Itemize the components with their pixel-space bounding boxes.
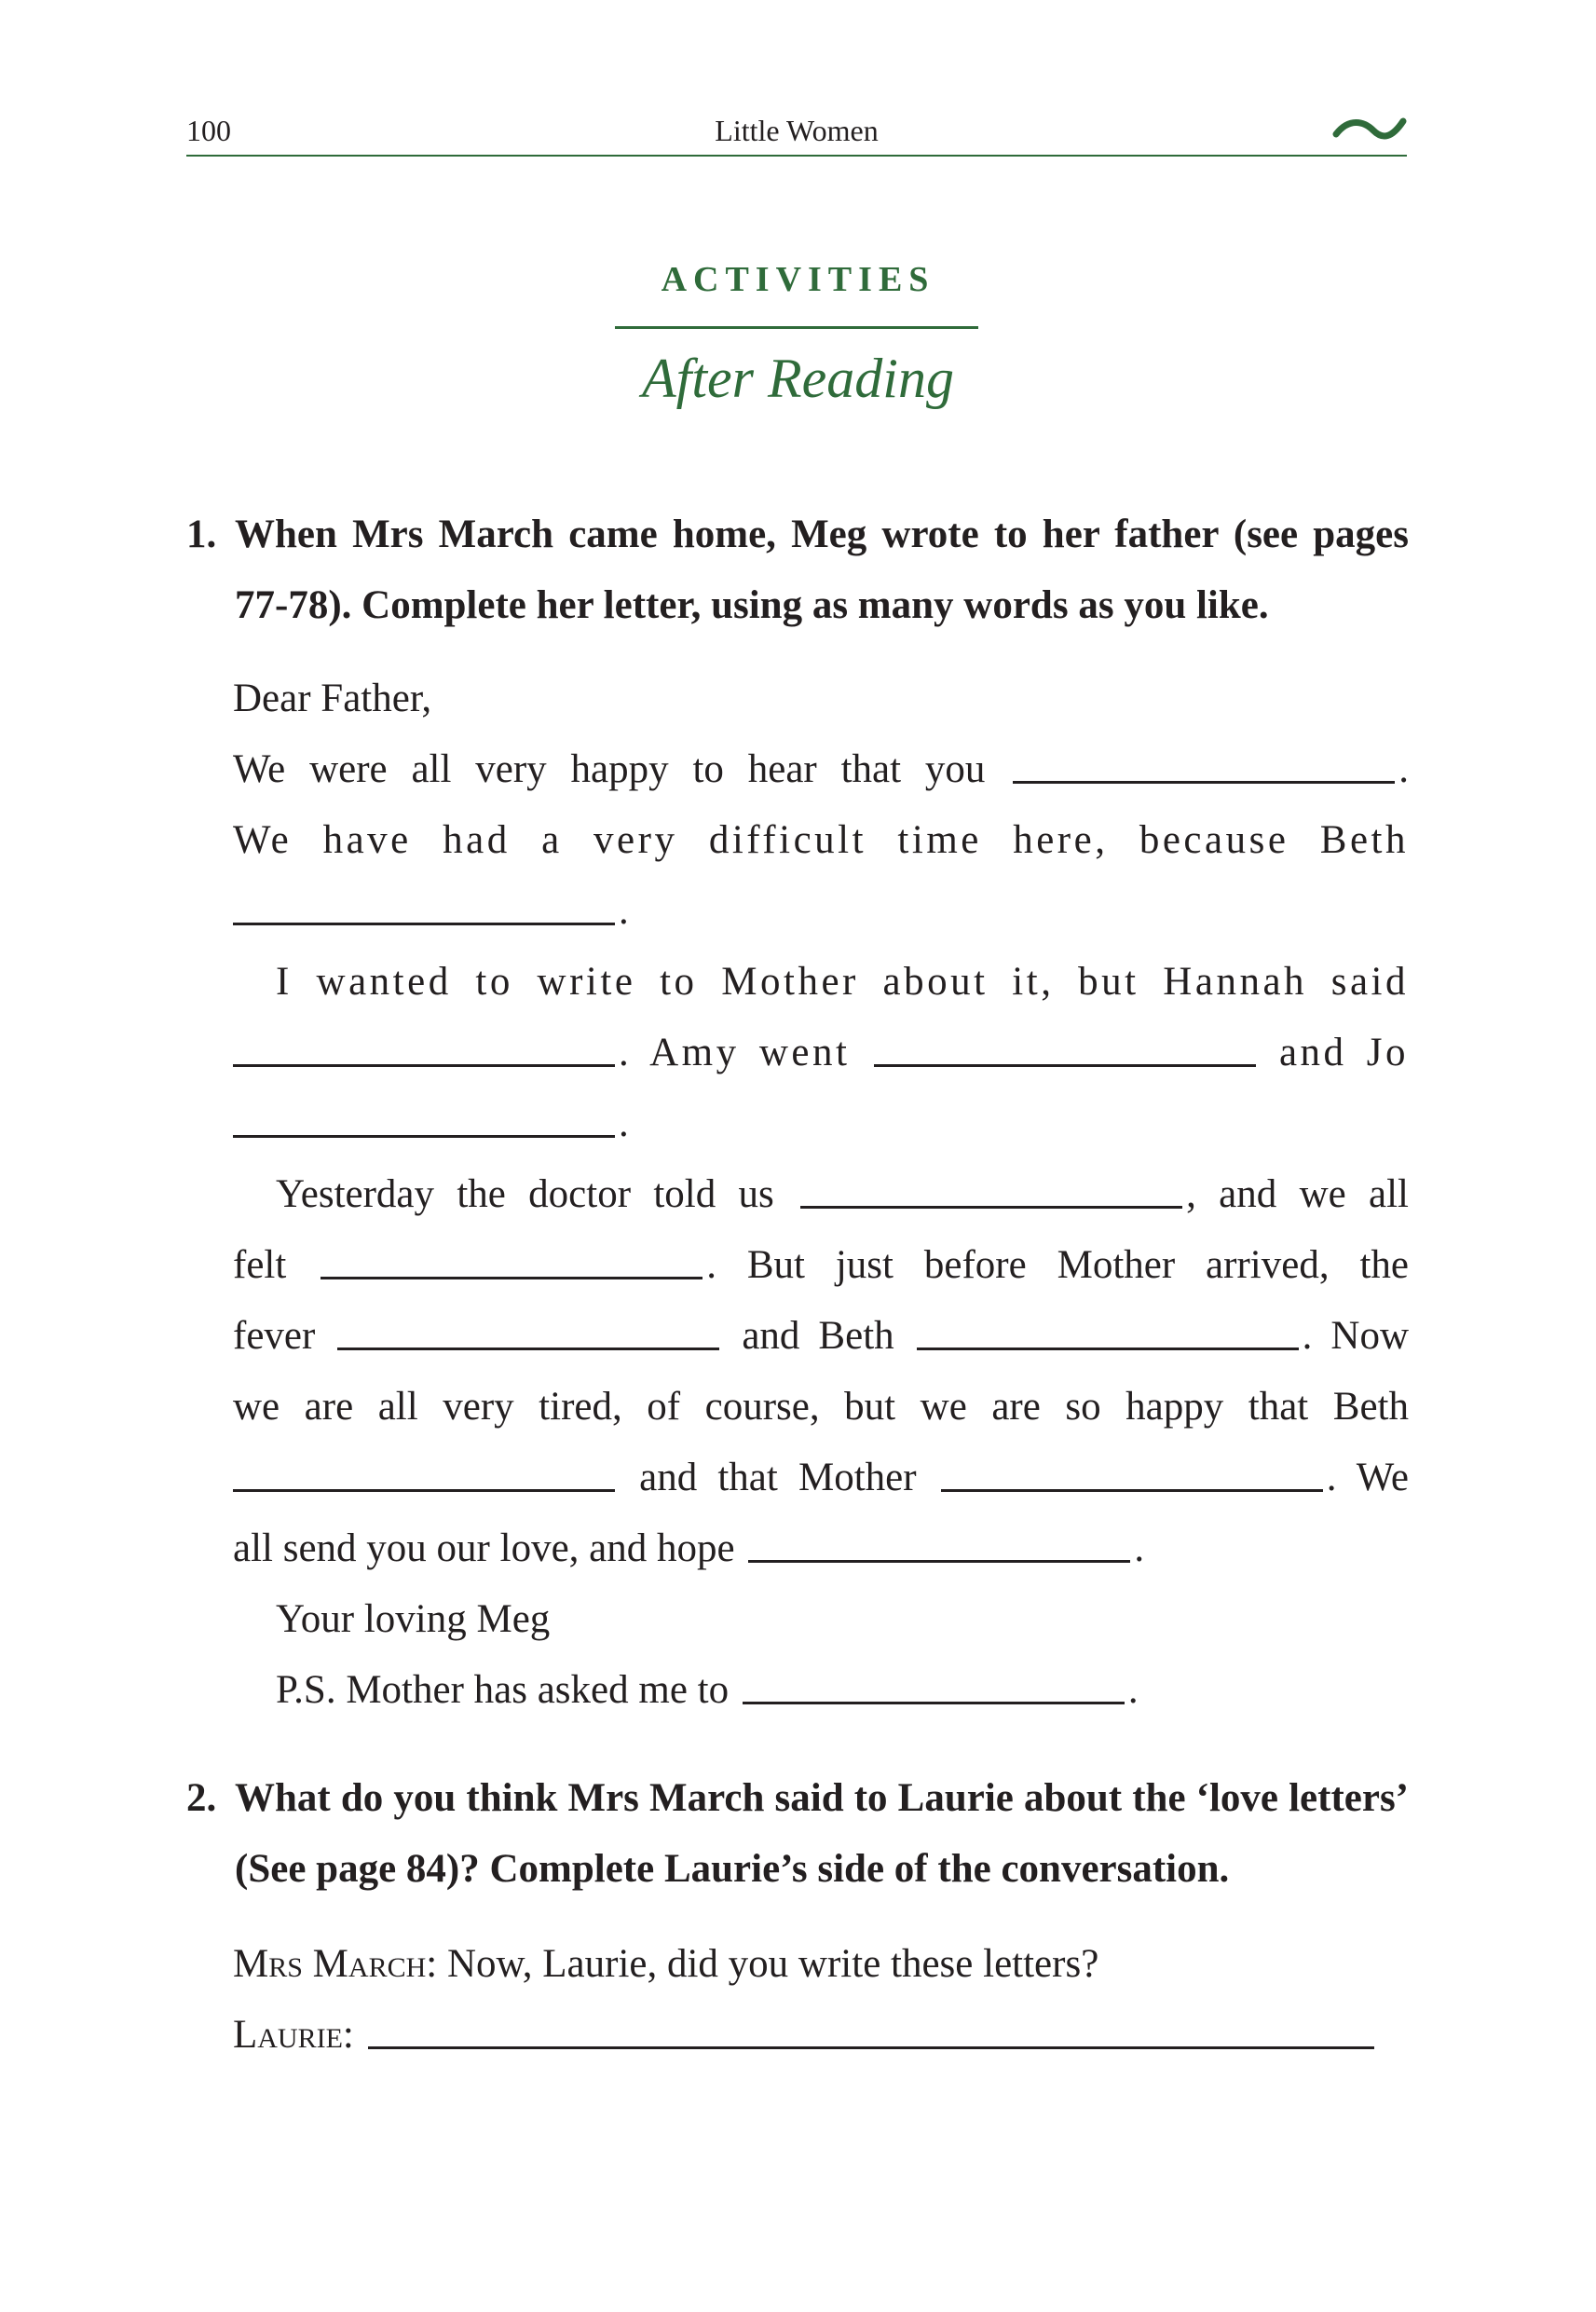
- letter-text: and Jo: [1278, 1031, 1410, 1074]
- question-text: When Mrs March came home, Meg wrote to her father (see pages 77-78). Complete her letter, using as many words as you like.: [235, 513, 1409, 627]
- answer-blank[interactable]: [743, 1702, 1125, 1704]
- question-2: [186, 1763, 1409, 1905]
- letter-text: .: [619, 889, 629, 933]
- letter-closing: Your loving Meg: [276, 1597, 551, 1641]
- question-text: What do you think Mrs March said to Laurie about the ‘love letters’ (See page 84)? Complete Laurie’s side of the conversation.: [235, 1776, 1409, 1891]
- question-1: [186, 499, 1409, 641]
- letter-text: .: [1398, 747, 1409, 791]
- answer-blank[interactable]: [1013, 781, 1395, 784]
- letter-line: we are all very tired, of course, but we are so happy that Beth: [233, 1385, 1409, 1429]
- letter-text: , and we all: [1186, 1172, 1410, 1216]
- letter: [233, 664, 1409, 1726]
- letter-line: [233, 1230, 1409, 1301]
- question-number: 1.: [186, 513, 217, 556]
- answer-blank[interactable]: [917, 1348, 1299, 1350]
- answer-blank[interactable]: [337, 1348, 719, 1350]
- answer-blank[interactable]: [748, 1560, 1130, 1563]
- letter-text: . We: [1326, 1456, 1410, 1499]
- letter-text: and that Mother: [639, 1456, 917, 1499]
- letter-line: [233, 1159, 1409, 1230]
- letter-line: [233, 1301, 1409, 1372]
- letter-text: . But just before Mother arrived, the: [706, 1243, 1409, 1287]
- letter-line: I wanted to write to Mother about it, but Hannah said: [276, 960, 1409, 1004]
- letter-text: .: [1127, 1668, 1139, 1712]
- answer-blank[interactable]: [368, 2046, 1374, 2049]
- section-divider: [615, 326, 978, 329]
- letter-line: [233, 1513, 1409, 1584]
- speaker-name: Mrs March: [233, 1942, 427, 1986]
- letter-line: [233, 1443, 1409, 1513]
- answer-blank[interactable]: [233, 1064, 615, 1067]
- section-label: ACTIVITIES: [661, 260, 935, 299]
- answer-blank[interactable]: [233, 1135, 615, 1138]
- letter-text: . Amy went: [619, 1031, 851, 1074]
- answer-blank[interactable]: [800, 1206, 1182, 1209]
- dialogue-line-laurie: [233, 2000, 1409, 2071]
- speaker-name: Laurie: [233, 2013, 343, 2057]
- letter-greeting: Dear Father,: [233, 677, 432, 720]
- letter-ps: [233, 1655, 1409, 1726]
- page-header: [186, 110, 1407, 157]
- letter-line: We have had a very difficult time here, because Beth: [233, 818, 1409, 862]
- answer-blank[interactable]: [233, 1489, 615, 1492]
- question-number: 2.: [186, 1776, 217, 1820]
- letter-text: all send you our love, and hope: [233, 1526, 735, 1570]
- letter-text: .: [619, 1101, 629, 1145]
- letter-line: [233, 1088, 1409, 1159]
- section-subtitle: After Reading: [642, 348, 954, 409]
- page-number: 100: [186, 114, 231, 147]
- dialogue-text: :: [342, 2013, 354, 2057]
- letter-text: P.S. Mother has asked me to: [276, 1668, 730, 1712]
- letter-text: Yesterday the doctor told us: [276, 1172, 774, 1216]
- letter-line: [233, 734, 1409, 805]
- letter-text: felt: [233, 1243, 287, 1287]
- letter-text: . Now: [1302, 1314, 1410, 1358]
- answer-blank[interactable]: [941, 1489, 1323, 1492]
- answer-blank[interactable]: [874, 1064, 1256, 1067]
- dialogue-text: : Now, Laurie, did you write these letters?: [426, 1942, 1099, 1986]
- answer-blank[interactable]: [233, 923, 615, 925]
- answer-blank[interactable]: [321, 1277, 703, 1279]
- letter-line: [233, 1018, 1409, 1088]
- letter-line: [233, 876, 1409, 947]
- running-title: Little Women: [715, 114, 879, 147]
- letter-text: .: [1134, 1526, 1145, 1570]
- dialogue: [233, 1929, 1409, 2071]
- letter-text: We were all very happy to hear that you: [233, 747, 986, 791]
- tilde-ornament-icon: [1332, 110, 1407, 147]
- letter-text: and Beth: [742, 1314, 894, 1358]
- letter-text: fever: [233, 1314, 316, 1358]
- dialogue-line-mrs-march: [233, 1929, 1409, 2000]
